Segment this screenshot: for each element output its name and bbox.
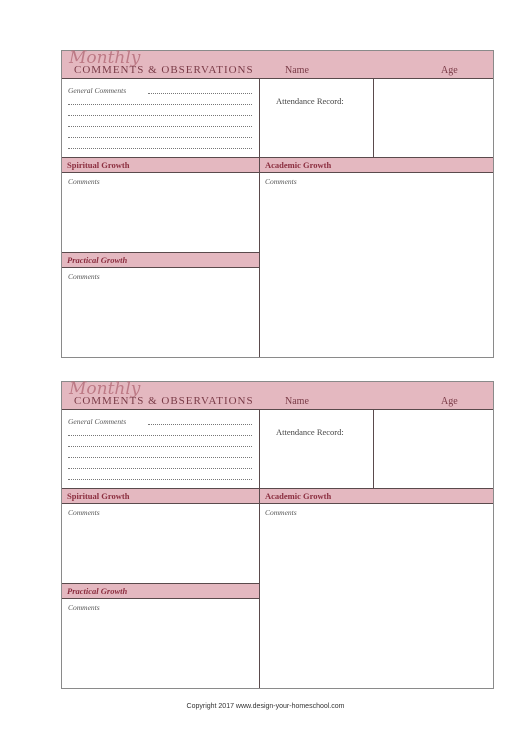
practical-comments-label: Comments	[68, 603, 100, 612]
general-comments-line	[68, 104, 252, 105]
form-title: COMMENTS & OBSERVATIONS	[74, 395, 254, 407]
academic-comments-label: Comments	[265, 177, 297, 186]
observation-form-1	[61, 50, 494, 358]
general-comments-line	[68, 435, 252, 436]
monthly-script-title: Monthly	[69, 379, 141, 399]
copyright-footer: Copyright 2017 www.design-your-homeschool.com	[186, 703, 345, 710]
attendance-record-label: Attendance Record:	[276, 427, 344, 437]
spiritual-comments-label: Comments	[68, 508, 100, 517]
center-divider	[259, 410, 260, 688]
spiritual-growth-label: Spiritual Growth	[67, 160, 130, 170]
general-comments-line	[148, 93, 252, 94]
age-label: Age	[441, 65, 458, 76]
academic-growth-heading	[260, 157, 493, 173]
center-divider	[259, 79, 260, 357]
general-comments-line	[68, 479, 252, 480]
practical-growth-heading	[62, 252, 259, 268]
age-divider	[373, 410, 374, 488]
general-comments-line	[68, 115, 252, 116]
general-comments-line	[68, 126, 252, 127]
form-header	[62, 379, 493, 410]
spiritual-growth-label: Spiritual Growth	[67, 491, 130, 501]
practical-comments-label: Comments	[68, 272, 100, 281]
general-comments-line	[68, 148, 252, 149]
general-comments-label: General Comments	[68, 417, 127, 426]
academic-comments-label: Comments	[265, 508, 297, 517]
form-header	[62, 48, 493, 79]
general-comments-label: General Comments	[68, 86, 127, 95]
attendance-record-label: Attendance Record:	[276, 96, 344, 106]
general-comments-line	[68, 446, 252, 447]
general-comments-line	[68, 137, 252, 138]
age-label: Age	[441, 396, 458, 407]
name-label: Name	[285, 396, 309, 407]
general-comments-line	[148, 424, 252, 425]
spiritual-growth-heading	[62, 488, 259, 504]
general-comments-line	[68, 468, 252, 469]
spiritual-comments-label: Comments	[68, 177, 100, 186]
general-comments-line	[68, 457, 252, 458]
academic-growth-label: Academic Growth	[265, 160, 332, 170]
practical-growth-label: Practical Growth	[67, 255, 128, 265]
academic-growth-heading	[260, 488, 493, 504]
practical-growth-label: Practical Growth	[67, 586, 128, 596]
form-title: COMMENTS & OBSERVATIONS	[74, 64, 254, 76]
spiritual-growth-heading	[62, 157, 259, 173]
practical-growth-heading	[62, 583, 259, 599]
name-label: Name	[285, 65, 309, 76]
monthly-script-title: Monthly	[69, 48, 141, 68]
age-divider	[373, 79, 374, 157]
observation-form-2	[61, 381, 494, 689]
academic-growth-label: Academic Growth	[265, 491, 332, 501]
